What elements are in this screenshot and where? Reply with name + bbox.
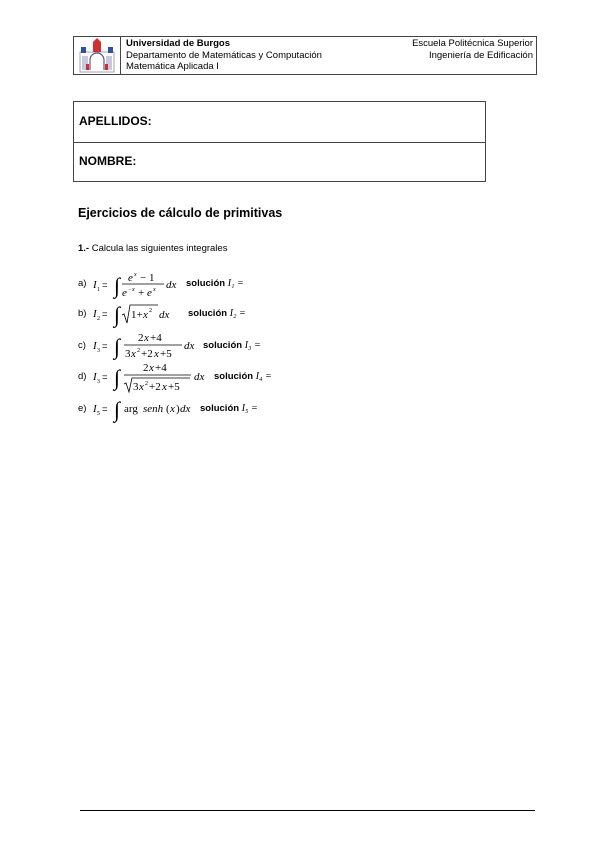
subject-name: Matemática Aplicada I [126, 61, 219, 72]
formula-e [93, 395, 198, 428]
svg-text:∫: ∫ [114, 334, 121, 359]
svg-text:3: 3 [97, 379, 100, 385]
svg-text:I: I [93, 308, 97, 320]
surname-row[interactable] [74, 102, 485, 143]
svg-text:3: 3 [125, 348, 131, 360]
svg-text:5: 5 [97, 411, 100, 417]
department-name: Departamento de Matemáticas y Computación [126, 49, 322, 61]
solution-var: I₂ = [229, 308, 246, 319]
solution-label: solución [214, 371, 254, 382]
question-text: Calcula las siguientes integrales [89, 243, 228, 254]
svg-text:dx: dx [180, 403, 191, 415]
svg-text:− 1: − 1 [140, 272, 155, 284]
solution-b [188, 308, 246, 319]
svg-text:I: I [93, 371, 97, 383]
item-d [78, 371, 86, 382]
svg-text:+: + [138, 287, 145, 299]
item-letter: d) [78, 371, 87, 382]
item-a [78, 278, 86, 289]
solution-d [214, 371, 272, 382]
svg-text:x: x [162, 381, 167, 393]
item-b [78, 308, 86, 319]
svg-text:dx: dx [184, 340, 195, 352]
svg-text:+2: +2 [149, 381, 161, 393]
solution-label: solución [186, 278, 226, 289]
svg-text:=: = [102, 280, 108, 291]
svg-text:+5: +5 [168, 381, 180, 393]
svg-text:e: e [128, 272, 133, 284]
item-e [78, 403, 86, 414]
name-row[interactable] [74, 142, 485, 182]
item-c [78, 340, 86, 351]
svg-text:x: x [154, 348, 159, 360]
svg-text:+5: +5 [160, 348, 172, 360]
question-1 [78, 243, 227, 254]
svg-text:+4: +4 [155, 362, 167, 374]
solution-c [203, 340, 261, 351]
surname-label: APELLIDOS: [79, 114, 152, 128]
svg-text:x: x [144, 332, 149, 344]
svg-text:+2: +2 [141, 348, 153, 360]
svg-text:x: x [134, 272, 137, 278]
svg-text:x: x [153, 287, 156, 293]
svg-text:): ) [176, 403, 180, 415]
item-letter: e) [78, 403, 87, 414]
solution-label: solución [203, 340, 243, 351]
svg-text:2: 2 [137, 348, 140, 354]
footer-divider [80, 810, 535, 811]
svg-text:x: x [170, 403, 175, 415]
svg-text:+4: +4 [150, 332, 162, 344]
solution-var: I₃ = [244, 340, 261, 351]
svg-text:I: I [93, 403, 97, 415]
svg-text:=: = [102, 404, 108, 415]
svg-text:e: e [122, 287, 127, 299]
svg-text:I: I [93, 279, 97, 291]
svg-text:∫: ∫ [114, 273, 121, 298]
svg-text:I: I [93, 340, 97, 352]
svg-text:∫: ∫ [114, 302, 121, 327]
degree-name: Ingeniería de Edificación [428, 49, 533, 61]
svg-text:dx: dx [166, 279, 177, 291]
svg-text:2: 2 [145, 381, 148, 387]
solution-var: I₅ = [241, 403, 258, 414]
header-left-text [126, 38, 322, 73]
svg-text:arg: arg [124, 403, 138, 415]
svg-text:e: e [147, 287, 152, 299]
university-name: Universidad de Burgos [126, 38, 230, 49]
student-info-box [73, 101, 486, 182]
question-number: 1.- [78, 243, 90, 254]
svg-text:=: = [102, 341, 108, 352]
svg-text:dx: dx [194, 371, 205, 383]
svg-text:2: 2 [143, 362, 149, 374]
svg-text:−x: −x [128, 287, 135, 293]
page-title: Ejercicios de cálculo de primitivas [78, 206, 283, 220]
page-header [73, 36, 537, 75]
name-label: NOMBRE: [79, 154, 137, 168]
item-letter: b) [78, 308, 87, 319]
header-right-text [412, 38, 533, 61]
svg-text:x: x [131, 348, 136, 360]
university-logo [74, 37, 121, 74]
svg-text:dx: dx [159, 309, 170, 321]
svg-text:2: 2 [149, 308, 152, 314]
solution-label: solución [188, 308, 228, 319]
solution-var: I₁ = [227, 278, 244, 289]
svg-text:=: = [102, 309, 108, 320]
solution-e [200, 403, 258, 414]
svg-text:1: 1 [97, 287, 100, 293]
item-letter: a) [78, 278, 87, 289]
svg-text:x: x [149, 362, 154, 374]
svg-text:senh: senh [143, 403, 164, 415]
svg-text:x: x [139, 381, 144, 393]
item-letter: c) [78, 340, 86, 351]
svg-text:2: 2 [138, 332, 144, 344]
school-name: Escuela Politécnica Superior [412, 38, 533, 49]
svg-text:=: = [102, 372, 108, 383]
solution-var: I₄ = [255, 371, 272, 382]
svg-text:3: 3 [97, 348, 100, 354]
svg-text:x: x [143, 309, 148, 321]
solution-label: solución [200, 403, 240, 414]
svg-text:∫: ∫ [114, 397, 121, 422]
svg-text:3: 3 [133, 381, 139, 393]
svg-text:∫: ∫ [114, 365, 121, 390]
svg-text:2: 2 [97, 316, 100, 322]
solution-a [186, 278, 244, 289]
svg-text:1+: 1+ [131, 309, 143, 321]
svg-text:(: ( [166, 403, 170, 415]
